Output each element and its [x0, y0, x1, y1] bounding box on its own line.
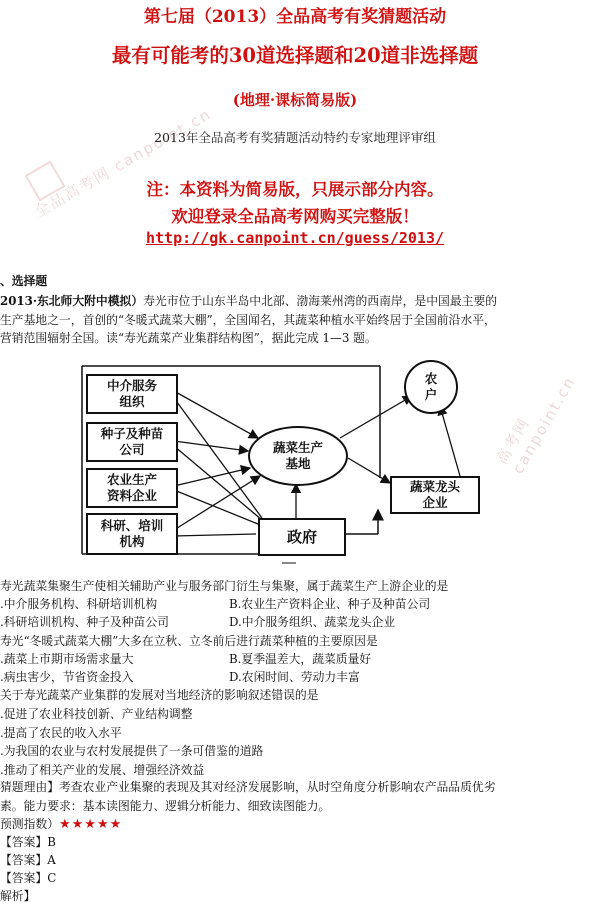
answer-1: 【答案】B [0, 835, 56, 849]
arrow-base-leader [348, 458, 390, 483]
q2-option-d: D.农闲时间、劳动力丰富 [229, 670, 360, 684]
node-gov: 政府 [258, 518, 346, 556]
section-heading: 、选择题 [0, 274, 48, 288]
q1-option-b: B.农业生产资料企业、种子及种苗公司 [229, 597, 431, 611]
q2-option-b: B.夏季温差大，蔬菜质量好 [229, 652, 372, 666]
watermark-left: 全品高考网 canpoint.cn [31, 104, 215, 222]
node-seed: 种子及种苗 公司 [86, 422, 178, 462]
answer-2: 【答案】A [0, 853, 56, 867]
notice-line-1: 注：本资料为简易版，只展示部分内容。 [146, 180, 444, 199]
question-1: 寿光蔬菜集聚生产使相关辅助产业与服务部门衍生与集聚，属于蔬菜生产上游企业的是 [0, 579, 449, 593]
subtitle: (地理·课标简易版) [232, 91, 358, 109]
author-line: 2013年全品高考有奖猜题活动特约专家地理评审组 [154, 130, 436, 145]
intro-line-2: 生产基地之一，首创的“冬暖式蔬菜大棚”，全国闻名，其蔬菜种植水平始终居于全国前沿水平， [0, 313, 496, 327]
reason-line-1 [0, 779, 496, 795]
arrow-base-farmer [340, 396, 412, 438]
node-research: 科研、培训 机构 [86, 513, 178, 555]
q3-option-c: .为我国的农业与农村发展提供了一条可借鉴的道路 [0, 744, 264, 758]
line-research-gov [174, 534, 256, 536]
arrow-leader-farmer [440, 406, 460, 476]
answer-3: 【答案】C [0, 871, 57, 885]
q2-option-c: .病虫害少，节省资金投入 [0, 670, 134, 684]
watermark-right: 高考网 canpoint.cn [492, 372, 580, 477]
title-line-1: 第七届（2013）全品高考有奖猜题活动 [143, 7, 447, 27]
intro-line-1 [0, 293, 497, 309]
index-label: 预测指数） [0, 817, 59, 831]
q1-option-a: .中介服务机构、科研培训机构 [0, 597, 158, 611]
purchase-link[interactable]: http://gk.canpoint.cn/guess/2013/ [145, 229, 444, 247]
analysis-label: 解析】 [0, 889, 36, 903]
node-leader: 蔬菜龙头 企业 [390, 476, 480, 514]
question-3: 关于寿光蔬菜产业集群的发展对当地经济的影响叙述错误的是 [0, 688, 319, 702]
intro-line-1-text: 寿光市位于山东半岛中北部、渤海莱州湾的西南岸，是中国最主要的 [143, 294, 498, 308]
title-line-2: 最有可能考的30道选择题和20道非选择题 [111, 44, 479, 67]
q3-option-d: .推动了相关产业的发展、增强经济效益 [0, 763, 205, 777]
source-tag: 2013·东北师大附中模拟） [0, 294, 144, 308]
reason-label: 猜题理由】 [0, 780, 59, 794]
prediction-index [0, 816, 122, 833]
arrow-research-base [174, 476, 260, 530]
node-farmer: 农 户 [404, 360, 458, 414]
q3-option-b: .提高了农民的收入水平 [0, 726, 122, 740]
q1-option-c: .科研培训机构、种子及种苗公司 [0, 615, 169, 629]
arrow-supply-base [174, 468, 250, 486]
q3-option-a: .促进了农业科技创新、产业结构调整 [0, 707, 193, 721]
rating-stars-icon: ★★★★★ [59, 817, 123, 832]
reason-line-2: 素。能力要求：基本读图能力、逻辑分析能力、细致读图能力。 [0, 799, 331, 813]
node-agency: 中介服务 组织 [86, 374, 178, 414]
reason-text-1: 考查农业产业集聚的表现及其对经济发展影响，从时空角度分析影响农产品品质优劣 [59, 780, 496, 794]
intro-line-3: 营销范围辐射全国。读“寿光蔬菜产业集群结构图”，据此完成 1—3 题。 [0, 331, 377, 345]
q1-option-d: D.中介服务组织、蔬菜龙头企业 [229, 615, 396, 629]
q2-option-a: .蔬菜上市期市场需求量大 [0, 652, 134, 666]
question-2: 寿光“冬暖式蔬菜大棚”大多在立秋、立冬前后进行蔬菜种植的主要原因是 [0, 634, 378, 648]
node-base: 蔬菜生产 基地 [248, 426, 348, 486]
notice-line-2: 欢迎登录全品高考网购买完整版！ [171, 207, 419, 226]
node-supply: 农业生产 资料企业 [86, 468, 178, 508]
